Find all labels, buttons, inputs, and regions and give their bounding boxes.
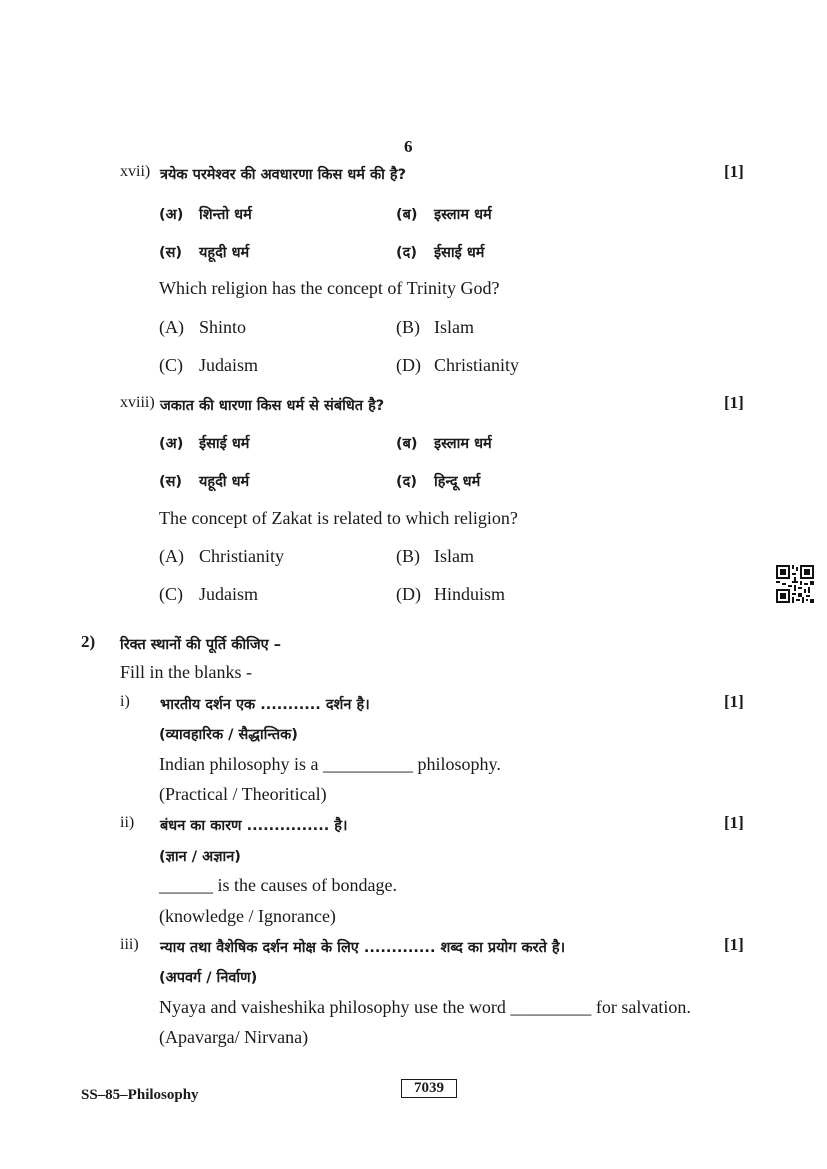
option-label: (B) <box>396 546 420 566</box>
option-text: इस्लाम धर्म <box>434 436 492 452</box>
item-text-english: Indian philosophy is a __________ philosophy. <box>159 754 501 774</box>
option-label: (D) <box>396 355 421 375</box>
item-choices-hindi: (अपवर्ग / निर्वाण) <box>159 970 258 986</box>
item-choices-english: (Apavarga/ Nirvana) <box>159 1027 309 1047</box>
question-text-hindi: जकात की धारणा किस धर्म से संबंधित है? <box>160 398 385 414</box>
question-number: xvii) <box>120 163 151 180</box>
option-text: Hinduism <box>434 584 506 604</box>
option-label: (B) <box>396 317 420 337</box>
section-number: 2) <box>81 632 96 651</box>
option-text: Judaism <box>199 584 259 604</box>
item-choices-hindi: (ज्ञान / अज्ञान) <box>159 849 241 865</box>
option-text: शिन्तो धर्म <box>199 207 252 223</box>
item-number: i) <box>120 693 130 710</box>
question-text-english: Which religion has the concept of Trinity God? <box>159 278 500 298</box>
item-text-english: Nyaya and vaisheshika philosophy use the word _________ for salvation. <box>159 997 691 1017</box>
option-text: Christianity <box>199 546 284 566</box>
option-label: (D) <box>396 584 421 604</box>
option-text: यहूदी धर्म <box>199 474 250 490</box>
item-choices-english: (Practical / Theoritical) <box>159 784 327 804</box>
option-label: (ब) <box>396 436 418 452</box>
item-number: ii) <box>120 814 135 831</box>
question-number: xviii) <box>120 394 155 411</box>
item-number: iii) <box>120 936 139 953</box>
item-text-english: ______ is the causes of bondage. <box>159 875 397 895</box>
item-text-hindi: भारतीय दर्शन एक ........... दर्शन है। <box>160 697 370 713</box>
section-title-hindi: रिक्त स्थानों की पूर्ति कीजिए – <box>120 637 281 653</box>
marks-label: [1] <box>724 813 744 832</box>
qr-code-icon <box>776 565 814 603</box>
option-text: यहूदी धर्म <box>199 245 250 261</box>
option-text: Islam <box>434 546 474 566</box>
question-text-hindi: त्रयेक परमेश्वर की अवधारणा किस धर्म की है? <box>160 167 407 183</box>
marks-label: [1] <box>724 393 744 412</box>
option-label: (स) <box>159 474 183 490</box>
option-label: (द) <box>396 245 417 261</box>
option-text: हिन्दू धर्म <box>434 474 481 490</box>
option-label: (अ) <box>159 207 184 223</box>
item-choices-hindi: (व्यावहारिक / सैद्धान्तिक) <box>159 727 298 743</box>
option-label: (A) <box>159 546 184 566</box>
option-label: (C) <box>159 584 183 604</box>
item-text-hindi: न्याय तथा वैशेषिक दर्शन मोक्ष के लिए ............. शब्द का प्रयोग करते है। <box>160 940 566 956</box>
section-title-english: Fill in the blanks - <box>120 662 252 682</box>
footer-subject: SS–85–Philosophy <box>81 1087 199 1103</box>
option-label: (अ) <box>159 436 184 452</box>
option-text: Shinto <box>199 317 247 337</box>
option-label: (ब) <box>396 207 418 223</box>
option-label: (द) <box>396 474 417 490</box>
option-label: (A) <box>159 317 184 337</box>
option-text: इस्लाम धर्म <box>434 207 492 223</box>
marks-label: [1] <box>724 692 744 711</box>
option-text: Judaism <box>199 355 259 375</box>
option-text: ईसाई धर्म <box>434 245 485 261</box>
option-text: Islam <box>434 317 474 337</box>
footer-code: 7039 <box>401 1079 457 1098</box>
option-label: (स) <box>159 245 183 261</box>
marks-label: [1] <box>724 935 744 954</box>
item-text-hindi: बंधन का कारण ............... है। <box>160 818 348 834</box>
question-text-english: The concept of Zakat is related to which religion? <box>159 508 518 528</box>
marks-label: [1] <box>724 162 744 181</box>
option-text: Christianity <box>434 355 519 375</box>
option-label: (C) <box>159 355 183 375</box>
item-choices-english: (knowledge / Ignorance) <box>159 906 336 926</box>
option-text: ईसाई धर्म <box>199 436 250 452</box>
page-number: 6 <box>404 137 413 156</box>
